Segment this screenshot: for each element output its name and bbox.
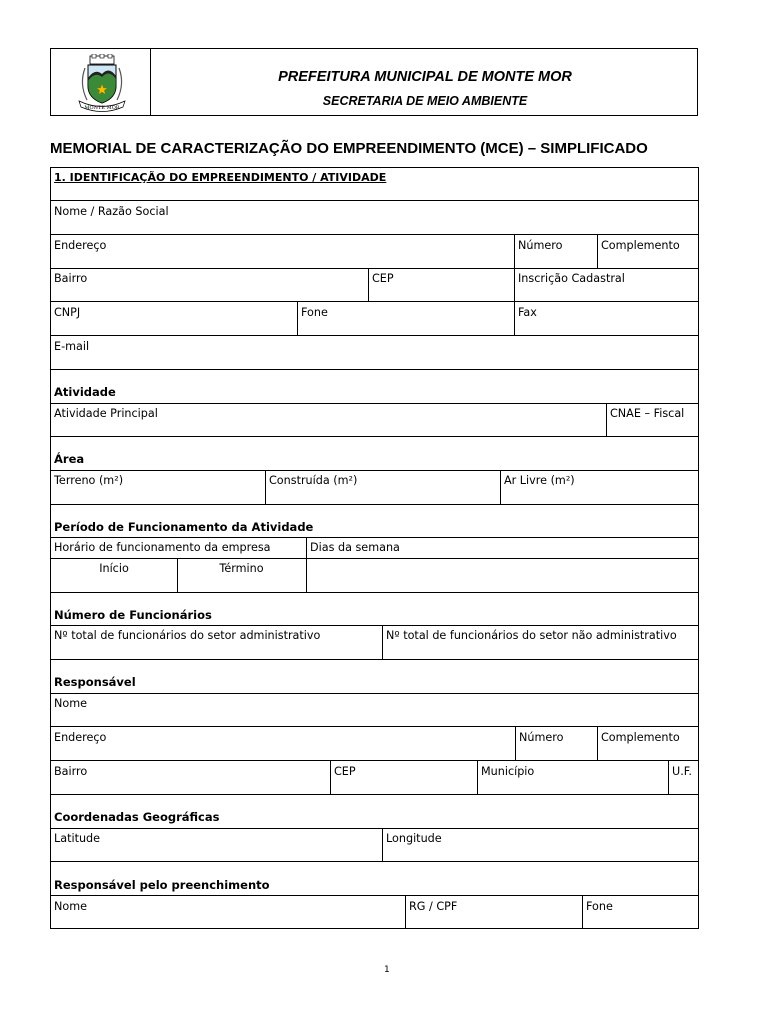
field-preenchimento-rg-cpf[interactable]: RG / CPF xyxy=(409,900,458,913)
field-endereco[interactable]: Endereço xyxy=(54,239,107,252)
section-atividade-heading: Atividade xyxy=(54,385,116,399)
section-funcionarios-heading: Número de Funcionários xyxy=(54,608,212,622)
document-title: MEMORIAL DE CARACTERIZAÇÃO DO EMPREENDIMENTO (MCE) – SIMPLIFICADO xyxy=(50,140,648,157)
field-cnae-fiscal[interactable]: CNAE – Fiscal xyxy=(610,407,685,420)
field-bairro[interactable]: Bairro xyxy=(54,272,88,285)
field-responsavel-endereco[interactable]: Endereço xyxy=(54,731,107,744)
section-periodo-heading: Período de Funcionamento da Atividade xyxy=(54,520,314,534)
field-preenchimento-fone[interactable]: Fone xyxy=(586,900,613,913)
field-termino[interactable]: Término xyxy=(219,562,264,575)
section-coordenadas-heading: Coordenadas Geográficas xyxy=(54,810,220,824)
field-fax[interactable]: Fax xyxy=(518,306,537,319)
field-ar-livre[interactable]: Ar Livre (m²) xyxy=(504,474,575,487)
field-email[interactable]: E-mail xyxy=(54,340,90,353)
characterization-form xyxy=(50,167,699,929)
field-nome-razao-social[interactable]: Nome / Razão Social xyxy=(54,205,169,218)
field-responsavel-bairro[interactable]: Bairro xyxy=(54,765,88,778)
field-fone[interactable]: Fone xyxy=(301,306,328,319)
field-complemento[interactable]: Complemento xyxy=(601,239,680,252)
field-funcionarios-administrativo[interactable]: Nº total de funcionários do setor administrativo xyxy=(54,629,321,642)
field-latitude[interactable]: Latitude xyxy=(54,832,101,845)
coat-of-arms-icon xyxy=(73,54,131,112)
section-identification-heading: 1. IDENTIFICAÇÃO DO EMPREENDIMENTO / ATIVIDADE xyxy=(54,171,387,184)
field-preenchimento-nome[interactable]: Nome xyxy=(54,900,87,913)
letterhead xyxy=(50,48,698,116)
field-terreno[interactable]: Terreno (m²) xyxy=(54,474,124,487)
field-horario-funcionamento: Horário de funcionamento da empresa xyxy=(54,541,271,554)
field-longitude[interactable]: Longitude xyxy=(386,832,442,845)
field-responsavel-numero[interactable]: Número xyxy=(519,731,564,744)
field-cnpj[interactable]: CNPJ xyxy=(54,306,81,319)
section-preenchimento-heading: Responsável pelo preenchimento xyxy=(54,878,270,892)
field-dias-semana[interactable]: Dias da semana xyxy=(310,541,400,554)
field-funcionarios-nao-administrativo[interactable]: Nº total de funcionários do setor não administrativo xyxy=(386,629,677,642)
field-numero[interactable]: Número xyxy=(518,239,563,252)
field-responsavel-complemento[interactable]: Complemento xyxy=(601,731,680,744)
page-number: 1 xyxy=(384,965,390,975)
department-subtitle: SECRETARIA DE MEIO AMBIENTE xyxy=(322,94,528,108)
logo-ribbon-text: MONTE MOR xyxy=(84,105,120,111)
section-area-heading: Área xyxy=(54,452,85,466)
municipality-title: PREFEITURA MUNICIPAL DE MONTE MOR xyxy=(278,69,572,85)
field-atividade-principal[interactable]: Atividade Principal xyxy=(54,407,158,420)
logo-cell xyxy=(51,49,151,115)
field-responsavel-nome[interactable]: Nome xyxy=(54,697,87,710)
field-inscricao-cadastral[interactable]: Inscrição Cadastral xyxy=(518,272,625,285)
field-responsavel-municipio[interactable]: Município xyxy=(481,765,535,778)
field-cep[interactable]: CEP xyxy=(372,272,394,285)
field-responsavel-uf[interactable]: U.F. xyxy=(672,765,692,778)
field-inicio[interactable]: Início xyxy=(99,562,129,575)
section-responsavel-heading: Responsável xyxy=(54,675,136,689)
field-responsavel-cep[interactable]: CEP xyxy=(334,765,356,778)
field-construida[interactable]: Construída (m²) xyxy=(269,474,358,487)
